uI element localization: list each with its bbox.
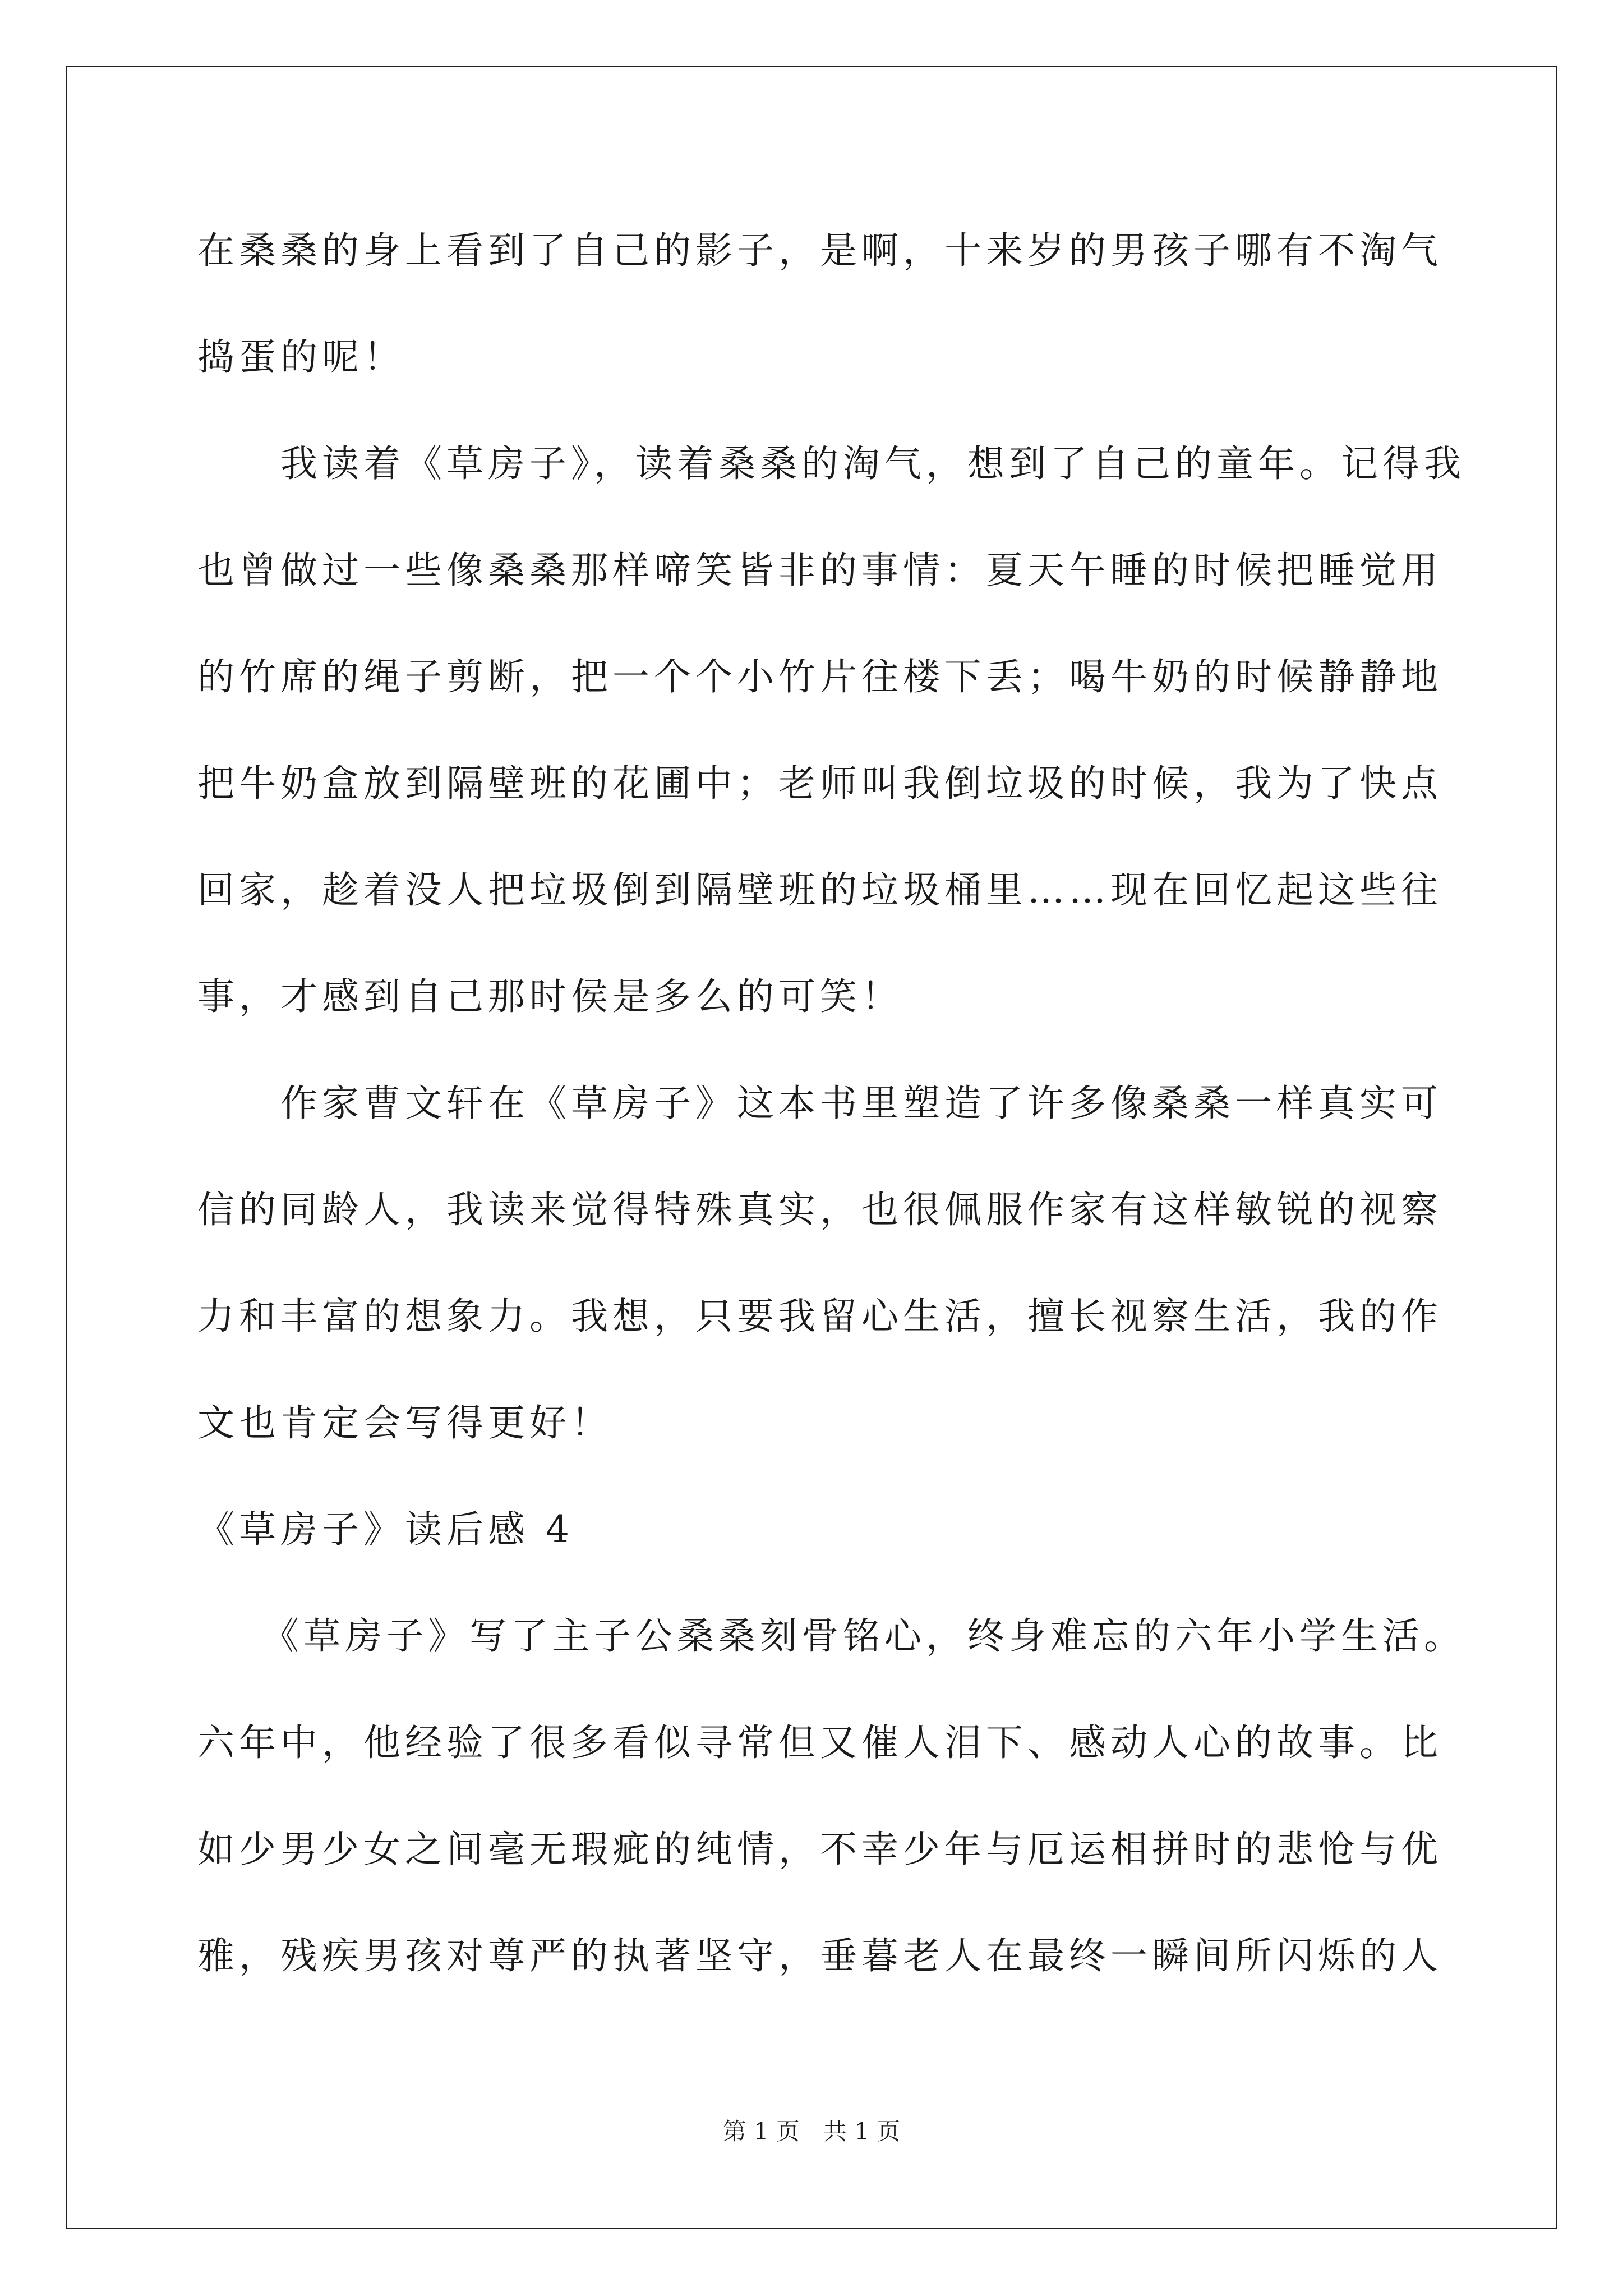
- text-line: 在桑桑的身上看到了自己的影子，是啊，十来岁的男孩子哪有不淘气: [197, 229, 1442, 272]
- text-line: 力和丰富的想象力。我想，只要我留心生活，擅长视察生活，我的作: [197, 1295, 1442, 1338]
- text-line: 我读着《草房子》，读着桑桑的淘气，想到了自己的童年。记得我: [197, 442, 1465, 485]
- text-line: 六年中，他经验了很多看似寻常但又催人泪下、感动人心的故事。比: [197, 1721, 1442, 1764]
- text-line: 作家曹文轩在《草房子》这本书里塑造了许多像桑桑一样真实可: [197, 1082, 1442, 1125]
- text-line: 雅，残疾男孩对尊严的执著坚守，垂暮老人在最终一瞬间所闪烁的人: [197, 1934, 1442, 1977]
- text-line: 的竹席的绳子剪断，把一个个小竹片往楼下丢；喝牛奶的时候静静地: [197, 655, 1442, 698]
- text-line: 也曾做过一些像桑桑那样啼笑皆非的事情：夏天午睡的时候把睡觉用: [197, 549, 1442, 592]
- text-line: 文也肯定会写得更好！: [197, 1401, 612, 1444]
- section-heading: 《草房子》读后感 4: [197, 1508, 574, 1551]
- text-line: 信的同龄人，我读来觉得特殊真实，也很佩服作家有这样敏锐的视察: [197, 1188, 1442, 1231]
- document-body: [197, 220, 1465, 2032]
- text-line: 捣蛋的呢！: [197, 335, 405, 379]
- text-line: 把牛奶盒放到隔壁班的花圃中；老师叫我倒垃圾的时候，我为了快点: [197, 762, 1442, 805]
- text-line: 回家，趁着没人把垃圾倒到隔壁班的垃圾桶里……现在回忆起这些往: [197, 868, 1442, 912]
- text-line: 事，才感到自己那时侯是多么的可笑！: [197, 975, 903, 1018]
- text-line: 如少男少女之间毫无瑕疵的纯情，不幸少年与厄运相拼时的悲怆与优: [197, 1828, 1442, 1871]
- text-line: 《草房子》写了主子公桑桑刻骨铭心，终身难忘的六年小学生活。: [197, 1614, 1465, 1658]
- page-footer: 第 1 页 共 1 页: [722, 2118, 901, 2145]
